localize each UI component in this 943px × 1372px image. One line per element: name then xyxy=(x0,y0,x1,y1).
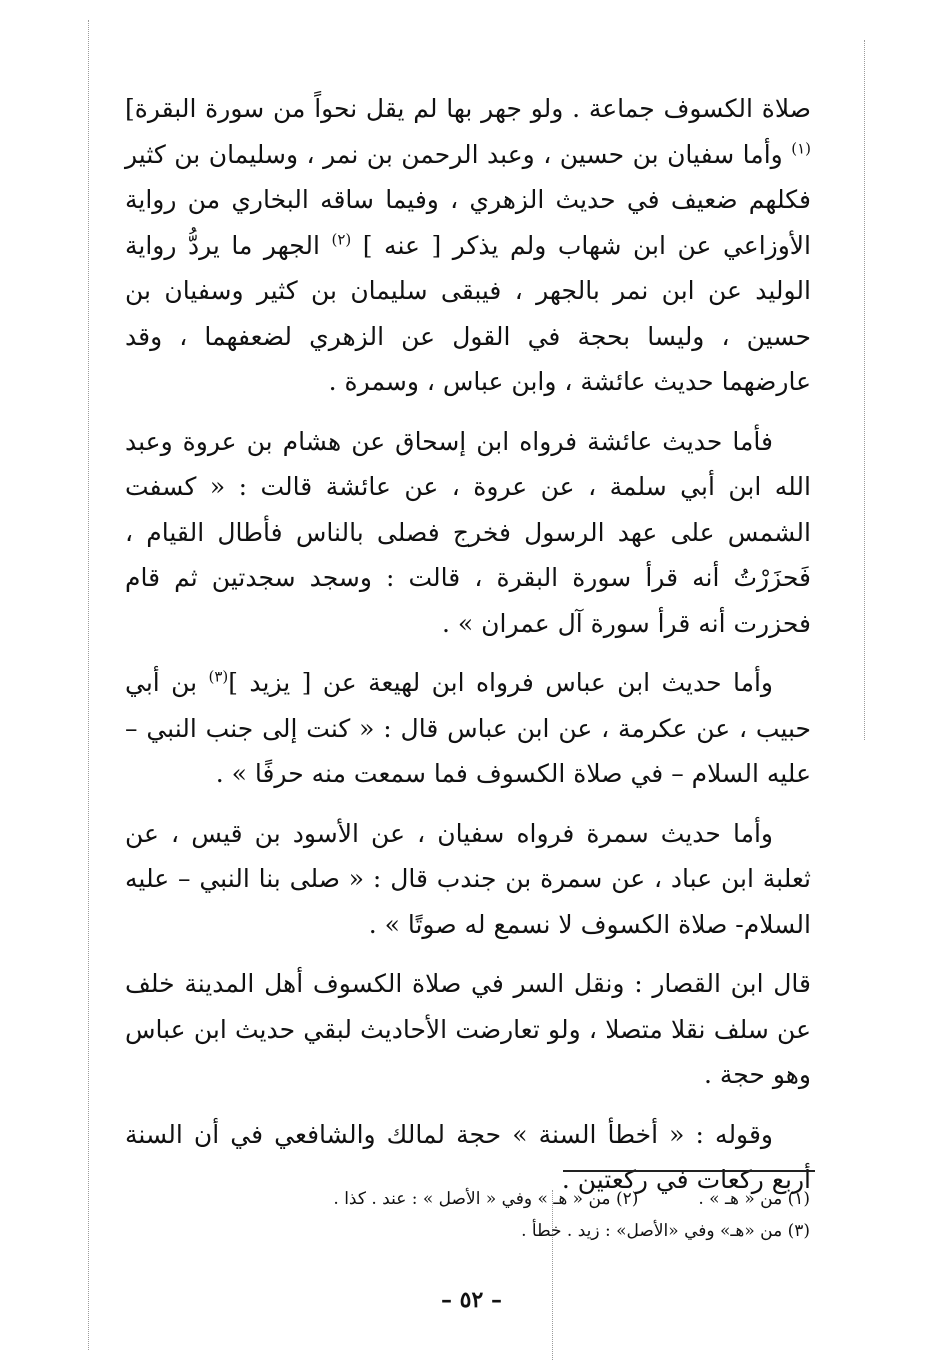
paragraph: قال ابن القصار : ونقل السر في صلاة الكسوف أهل المدينة خلف عن سلف نقلا متصلا ، ولو تعارضت الأحاديث لبقي حديث ابن عباس وهو حجة . xyxy=(125,969,811,1089)
paragraph: وأما حديث سمرة فرواه سفيان ، عن الأسود بن قيس ، عن ثعلبة ابن عباد ، عن سمرة بن جندب قال : « صلى بنا النبي – عليه السلام- صلاة الكسوف لا نسمع له صوتًا » . xyxy=(125,818,811,939)
paragraph: وقوله : « أخطأ السنة » حجة لمالك والشافعي في أن السنة أربع ركعات في ركعتين . xyxy=(125,1119,811,1194)
text-run: بن أبي حبيب ، عن عكرمة ، عن ابن عباس قال : « كنت إلى جنب النبي – عليه السلام – في صلاة الكسوف فما سمعت منه حرفًا » . xyxy=(125,668,811,788)
paragraph xyxy=(125,660,811,797)
scan-dotted-line xyxy=(864,40,865,740)
footnote-row xyxy=(130,1215,810,1247)
text-run: وأما سفيان بن حسين ، وعبد الرحمن بن نمر ، وسليمان بن كثير فكلهم ضعيف في حديث الزهري ، وفيما ساقه البخاري من رواية الأوزاعي عن ابن شهاب ولم يذكر [ عنه ] xyxy=(125,139,811,260)
paragraph xyxy=(125,86,811,405)
footnote-1: (١) من « هـ » . xyxy=(698,1189,810,1209)
footnote-row xyxy=(130,1183,810,1215)
text-run: الجهر ما يردُّ رواية الوليد عن ابن نمر بالجهر ، فيبقى سليمان بن كثير وسفيان بن حسين ، وليسا بحجة في القول عن الزهري لضعفهما ، وقد عارضهما حديث عائشة ، وابن عباس ، وسمرة . xyxy=(125,230,811,396)
page-number: – ٥٢ – xyxy=(441,1287,502,1313)
scan-dotted-line xyxy=(88,20,89,1350)
footnote-separator xyxy=(563,1170,815,1172)
footnotes xyxy=(130,1183,810,1247)
footnote-ref: (٣) xyxy=(208,667,229,686)
paragraph: فأما حديث عائشة فرواه ابن إسحاق عن هشام بن عروة وعبد الله ابن أبي سلمة ، عن عروة ، عن عائشة قالت : « كسفت الشمس على عهد الرسول فخرج فصلى بالناس فأطال القيام ، فَحزَرْتُ أنه قرأ سورة البقرة ، قالت : وسجد سجدتين ثم قام فحزرت أنه قرأ سورة آل عمران » . xyxy=(125,426,811,638)
footnote-ref: (١) xyxy=(791,139,811,158)
text-run: صلاة الكسوف جماعة . ولو جهر بها لم يقل نحواً من سورة البقرة] xyxy=(125,94,811,123)
footnote-2: (٢) من « هـ » وفي « الأصل » : عند . كذا . xyxy=(333,1189,639,1209)
main-text xyxy=(125,86,811,1217)
footnote-ref: (٢) xyxy=(331,230,352,249)
text-run: وأما حديث ابن عباس فرواه ابن لهيعة عن [ يزيد ] xyxy=(228,668,773,697)
footnote-3: (٣) من «هـ» وفي «الأصل» : زيد . خطأ . xyxy=(521,1221,810,1241)
